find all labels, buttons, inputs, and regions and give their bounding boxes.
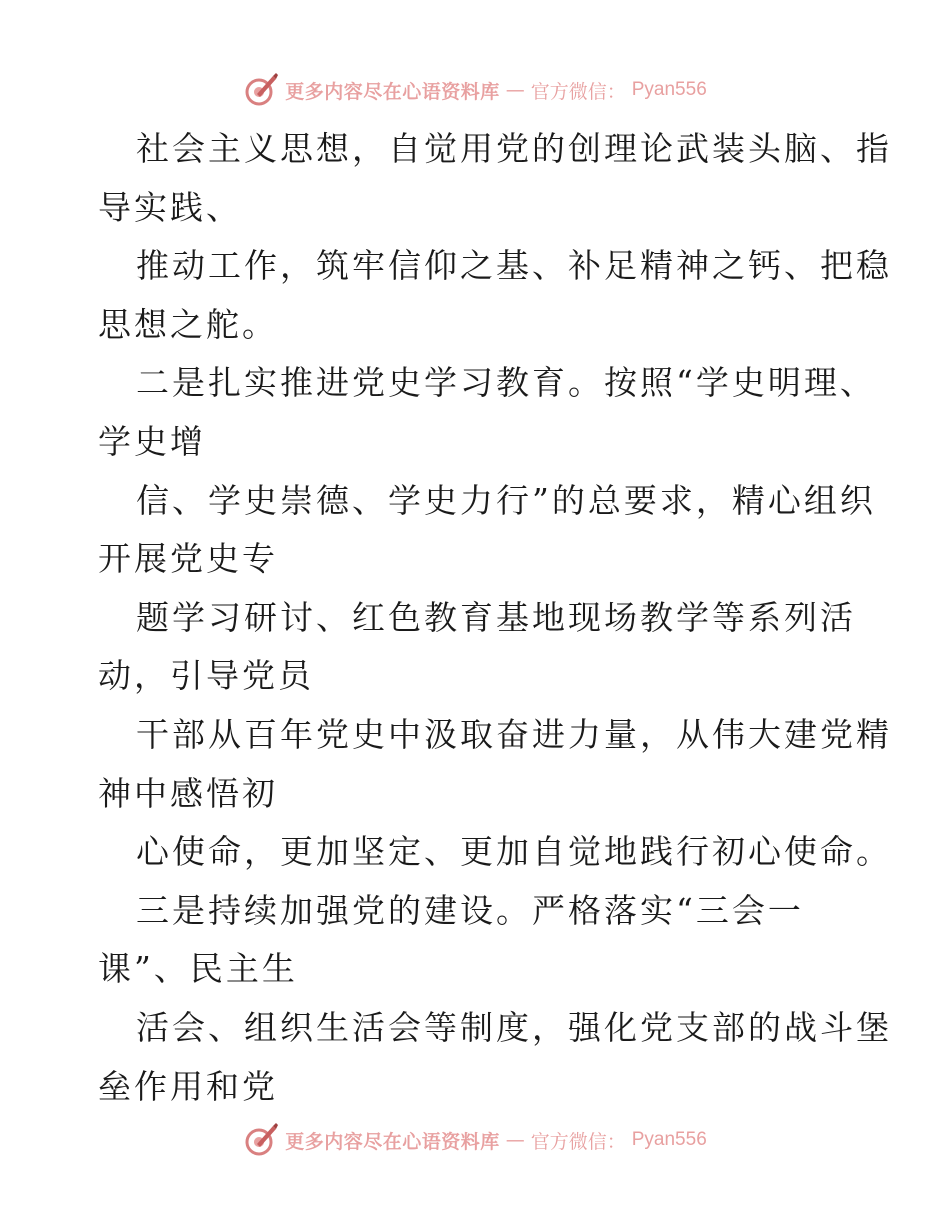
text-line: 思想之舵。 — [98, 304, 278, 344]
watermark-brand: 更多内容尽在心语资料库 — [285, 1130, 500, 1153]
text-line: 神中感悟初 — [98, 773, 278, 813]
watermark-brand: 更多内容尽在心语资料库 — [285, 80, 500, 103]
text-line: 垒作用和党 — [98, 1066, 278, 1106]
text-line: 社会主义思想，自觉用党的创理论武装头脑、指 — [136, 129, 892, 168]
text-line: 三是持续加强党的建设。严格落实“三会一 — [136, 890, 804, 930]
text-line: 导实践、 — [98, 187, 242, 227]
pen-logo-icon — [243, 1122, 279, 1158]
text-line: 学史增 — [98, 421, 206, 461]
watermark-handle: Pyan556 — [631, 1129, 707, 1150]
text-line: 信、学史崇德、学史力行”的总要求，精心组织 — [136, 480, 876, 520]
footer-watermark — [0, 1120, 950, 1160]
text-line: 课”、民主生 — [98, 949, 298, 989]
text-line: 题学习研讨、红色教育基地现场教学等系列活 — [136, 597, 856, 637]
header-watermark — [0, 70, 950, 110]
text-line: 推动工作，筑牢信仰之基、补足精神之钙、把稳 — [136, 246, 892, 286]
text-line: 活会、组织生活会等制度，强化党支部的战斗堡 — [136, 1007, 892, 1047]
text-line: 二是扎实推进党史学习教育。按照“学史明理、 — [136, 363, 876, 403]
watermark-suffix: 官方微信： — [530, 80, 626, 103]
watermark-dash: — — [505, 1129, 525, 1151]
watermark-handle: Pyan556 — [631, 79, 707, 100]
text-line: 开展党史专 — [98, 539, 278, 579]
watermark-dash: — — [505, 79, 525, 101]
text-line: 心使命，更加坚定、更加自觉地践行初心使命。 — [136, 832, 892, 872]
document-body — [98, 120, 892, 1116]
watermark-suffix: 官方微信： — [530, 1130, 626, 1153]
pen-logo-icon — [243, 72, 279, 108]
text-line: 动，引导党员 — [98, 656, 314, 696]
text-line: 干部从百年党史中汲取奋进力量，从伟大建党精 — [136, 714, 892, 754]
